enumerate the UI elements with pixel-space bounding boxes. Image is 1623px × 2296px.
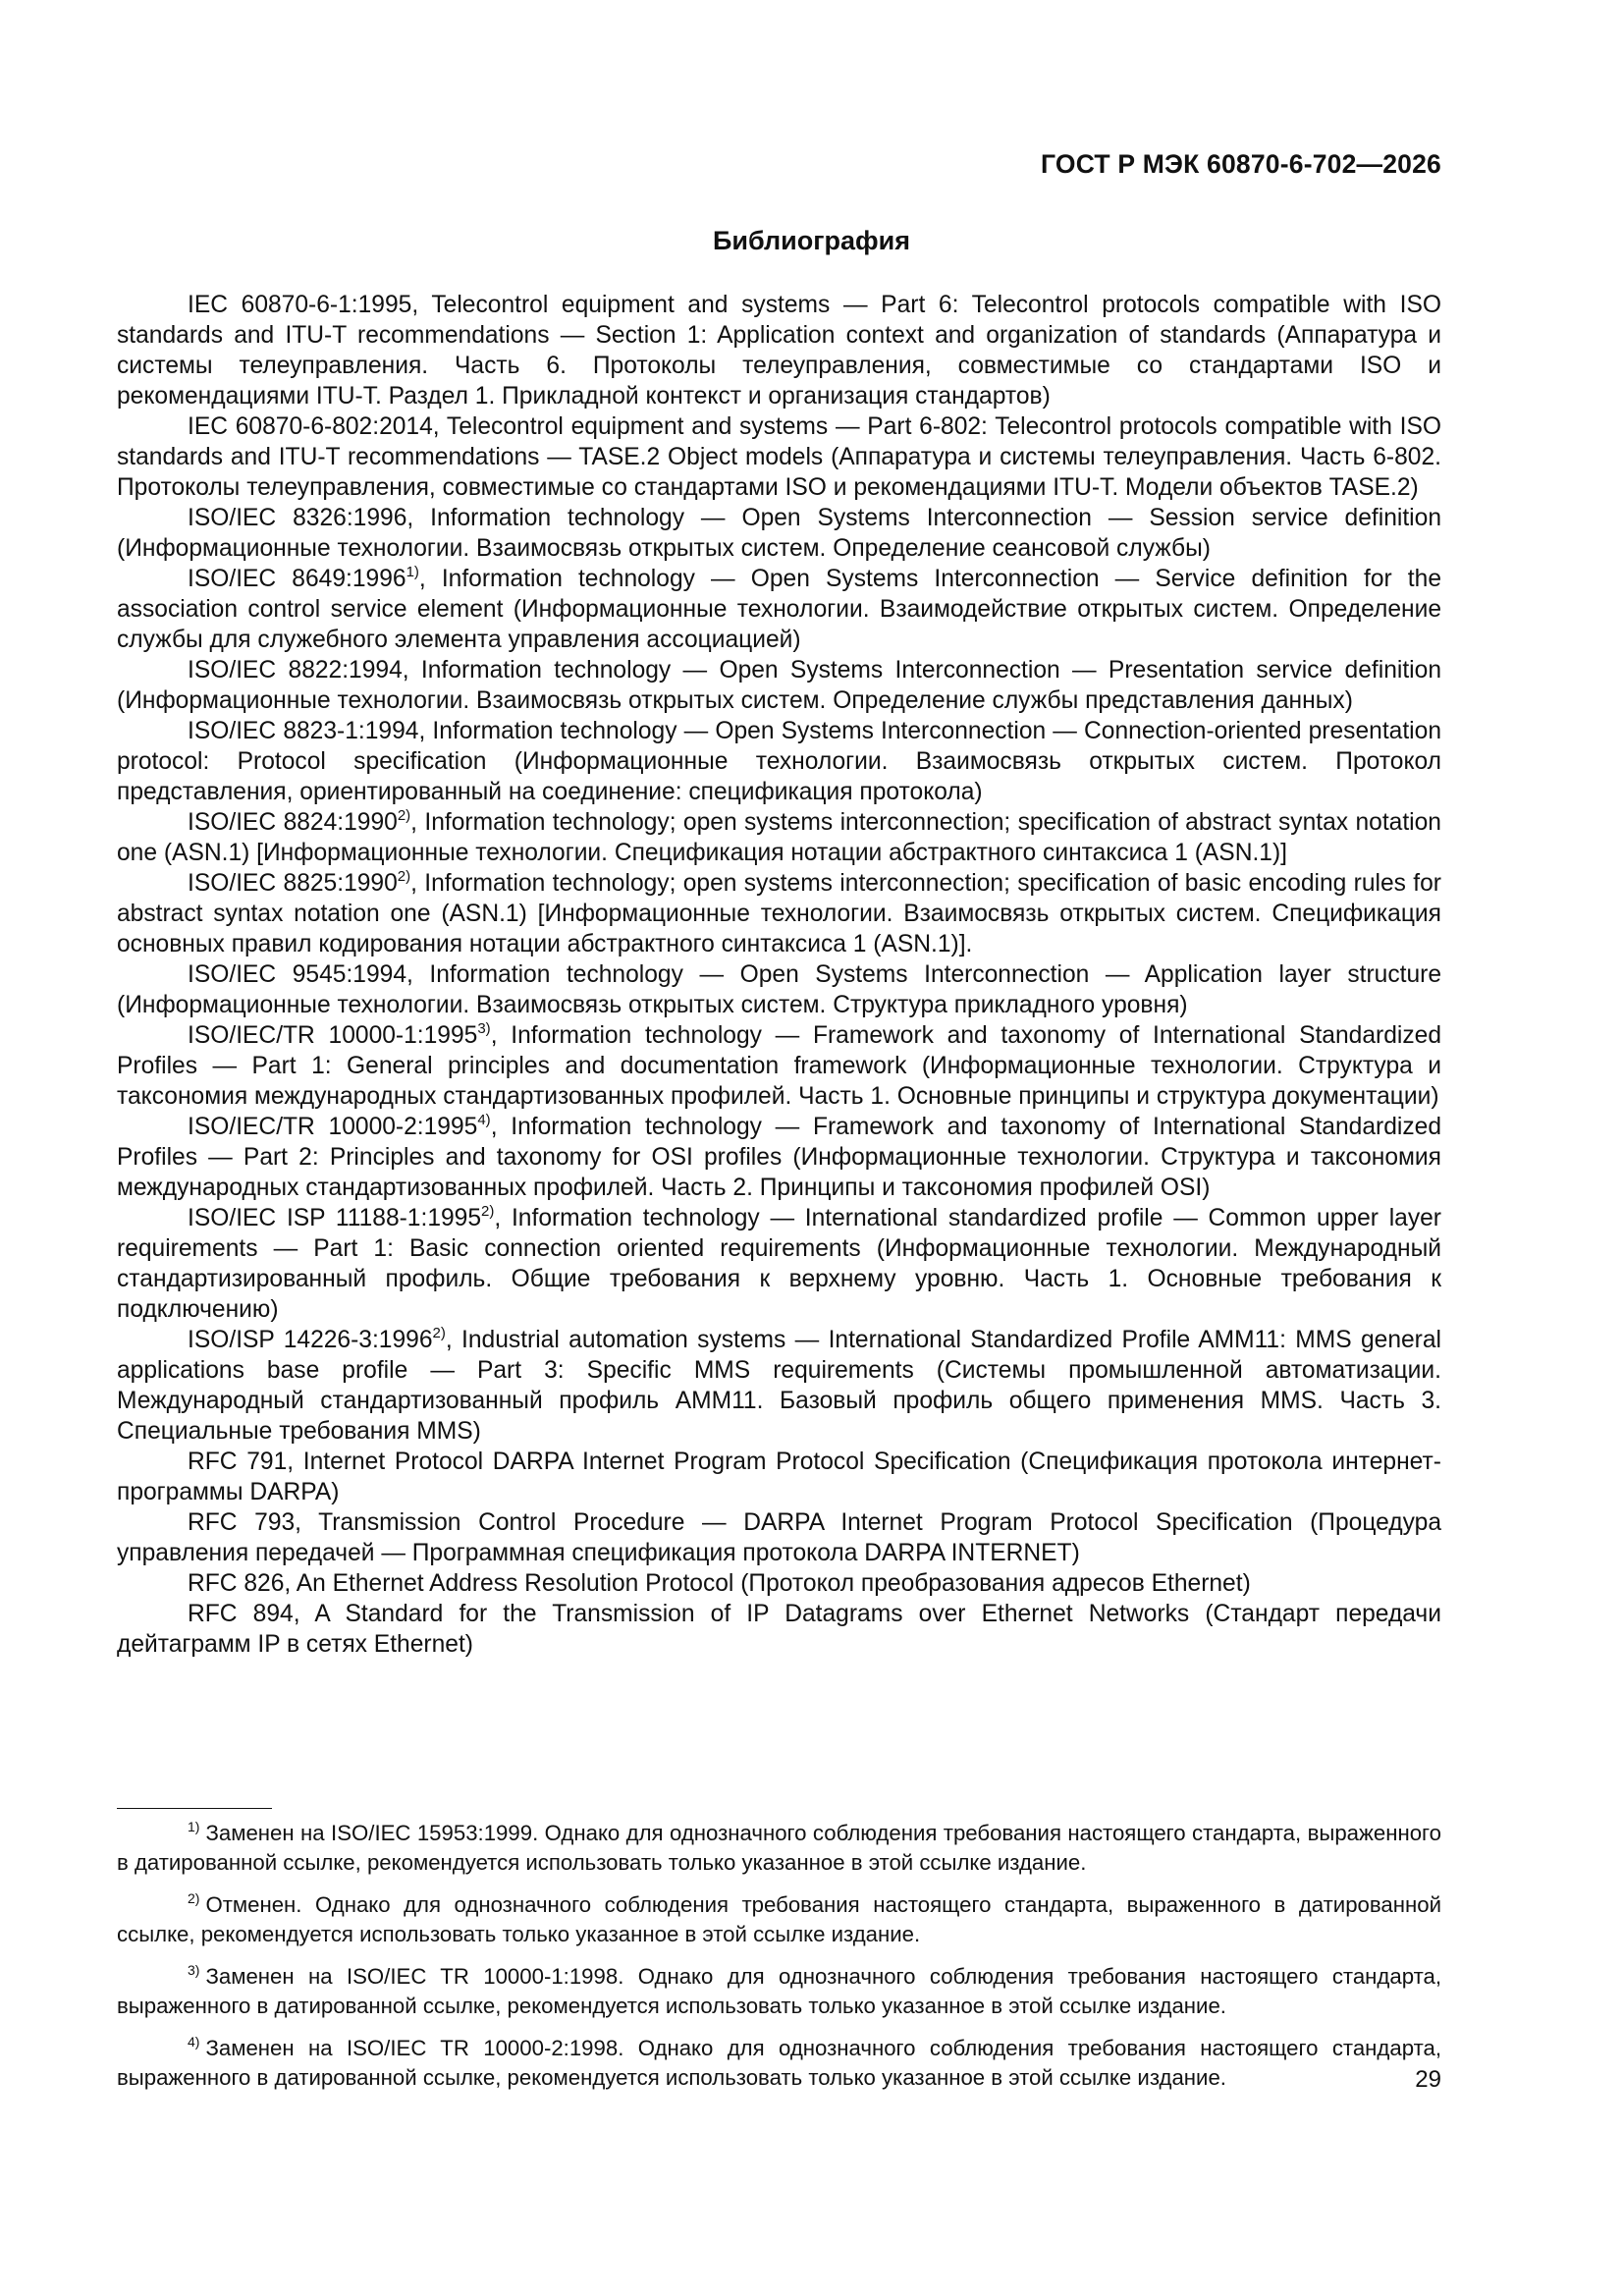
- entry-text: RFC 894, A Standard for the Transmission of IP Datagrams over Ethernet Networks (Стандарт передачи дейтаграмм IP в сетях Ethernet): [117, 1601, 1441, 1658]
- bibliography-entry: [117, 655, 1441, 716]
- footnote-marker: 2): [397, 807, 411, 824]
- footnote-mark: 1): [188, 1819, 200, 1834]
- entry-ref: ISO/IEC/TR 10000-1:1995: [188, 1022, 478, 1049]
- footnote-divider: [117, 1808, 272, 1809]
- footnote: [117, 2034, 1441, 2093]
- bibliography-entry: [117, 411, 1441, 503]
- entry-text: , Information technology — Open Systems Interconnection — Service definition for the association control service element (Информационные технологии. Взаимодействие открытых систем. Определение службы для служебного элемента управления ассоциацией): [117, 566, 1441, 653]
- entry-ref: ISO/IEC 8649:1996: [188, 566, 406, 592]
- bibliography-entry: [117, 1599, 1441, 1660]
- bibliography-entry: [117, 1507, 1441, 1568]
- footnote-marker: 4): [477, 1112, 491, 1128]
- footnote-text: Заменен на ISO/IEC TR 10000-2:1998. Однако для однозначного соблюдения требования настоящего стандарта, выраженного в датированной ссылке, рекомендуется использовать только указанное в этой ссылке издание.: [117, 2036, 1441, 2090]
- entry-text: ISO/IEC 8823-1:1994, Information technology — Open Systems Interconnection — Connection-oriented presentation protocol: Protocol specification (Информационные технологии. Взаимосвязь открытых систем. Протокол представления, ориентированный на соединение: спецификация протокола): [117, 718, 1441, 805]
- entry-ref: ISO/ISP 14226-3:1996: [188, 1327, 433, 1353]
- footnote: [117, 1819, 1441, 1878]
- entry-text: , Information technology — Framework and taxonomy of International Standardized Profiles — Part 1: General principles and documentation framework (Информационные технологии. Структура и таксономия международных стандартизованных профилей. Часть 1. Основные принципы и структура документации): [117, 1022, 1442, 1110]
- footnote: [117, 1890, 1441, 1949]
- bibliography-entry: [117, 1325, 1441, 1447]
- document-designation: ГОСТ Р МЭК 60870-6-702—2026: [1041, 149, 1441, 179]
- footnote-mark: 4): [188, 2034, 200, 2050]
- entry-ref: ISO/IEC/TR 10000-2:1995: [188, 1114, 478, 1140]
- entry-text: , Information technology — International standardized profile — Common upper layer requirements — Part 1: Basic connection oriented requirements (Информационные технологии. Международный стандартизированный профиль. Общие требования к верхнему уровню. Часть 1. Основные требования к подключению): [117, 1205, 1442, 1323]
- entry-ref: ISO/IEC 8824:1990: [188, 809, 398, 836]
- entry-text: , Information technology; open systems interconnection; specification of basic encoding rules for abstract syntax notation one (ASN.1) [Информационные технологии. Взаимосвязь открытых систем. Спецификация основных правил кодирования нотации абстрактного синтаксиса 1 (ASN.1)].: [117, 870, 1441, 957]
- footnote-mark: 3): [188, 1962, 200, 1978]
- bibliography-entry: [117, 503, 1441, 564]
- bibliography-entry: [117, 868, 1441, 959]
- entry-text: ISO/IEC 8326:1996, Information technology — Open Systems Interconnection — Session service definition (Информационные технологии. Взаимосвязь открытых систем. Определение сеансовой службы): [117, 505, 1441, 562]
- entry-ref: ISO/IEC ISP 11188-1:1995: [188, 1205, 482, 1231]
- bibliography-entry: [117, 1568, 1441, 1599]
- bibliography-entry: [117, 1203, 1441, 1325]
- bibliography-list: [117, 290, 1441, 1660]
- entry-text: RFC 826, An Ethernet Address Resolution Protocol (Протокол преобразования адресов Ethernet): [188, 1570, 1251, 1597]
- footnote-marker: 2): [432, 1325, 446, 1341]
- footnote-marker: 2): [481, 1203, 495, 1220]
- footnote-marker: 2): [397, 868, 411, 885]
- entry-text: RFC 793, Transmission Control Procedure — DARPA Internet Program Protocol Specification (Процедура управления передачей — Программная спецификация протокола DARPA INTERNET): [117, 1509, 1441, 1566]
- footnote-text: Заменен на ISO/IEC 15953:1999. Однако для однозначного соблюдения требования настоящего стандарта, выраженного в датированной ссылке, рекомендуется использовать только указанное в этой ссылке издание.: [117, 1821, 1441, 1875]
- entry-text: IEC 60870-6-1:1995, Telecontrol equipment and systems — Part 6: Telecontrol protocols compatible with ISO standards and ITU-T recommendations — Section 1: Application context and organization of standards (Аппаратура и системы телеуправления. Часть 6. Протоколы телеуправления, совместимые со стандартами ISO и рекомендациями ITU-T. Раздел 1. Прикладной контекст и организация стандартов): [117, 292, 1441, 410]
- footnote-text: Отменен. Однако для однозначного соблюдения требования настоящего стандарта, выраженного в датированной ссылке, рекомендуется использовать только указанное в этой ссылке издание.: [117, 1892, 1441, 1946]
- bibliography-entry: [117, 290, 1441, 411]
- entry-text: IEC 60870-6-802:2014, Telecontrol equipment and systems — Part 6-802: Telecontrol protocols compatible with ISO standards and ITU-T recommendations — TASE.2 Object models (Аппаратура и системы телеуправления. Часть 6-802. Протоколы телеуправления, совместимые со стандартами ISO и рекомендациями ITU-T. Модели объектов TASE.2): [117, 413, 1441, 501]
- footnote-marker: 3): [477, 1020, 491, 1037]
- footnotes: [117, 1819, 1441, 2105]
- bibliography-entry: [117, 1112, 1441, 1203]
- bibliography-entry: [117, 807, 1441, 868]
- bibliography-entry: [117, 716, 1441, 807]
- entry-ref: ISO/IEC 8825:1990: [188, 870, 398, 897]
- bibliography-entry: [117, 959, 1441, 1020]
- page-title: Библиография: [713, 226, 910, 255]
- footnote-mark: 2): [188, 1890, 200, 1906]
- entry-text: ISO/IEC 8822:1994, Information technology — Open Systems Interconnection — Presentation service definition (Информационные технологии. Взаимосвязь открытых систем. Определение службы представления данных): [117, 657, 1441, 714]
- bibliography-entry: [117, 564, 1441, 655]
- page-number: 29: [1415, 2066, 1441, 2093]
- bibliography-entry: [117, 1447, 1441, 1507]
- entry-text: , Information technology — Framework and taxonomy of International Standardized Profiles — Part 2: Principles and taxonomy for OSI profiles (Информационные технологии. Структура и таксономия международных стандартизованных профилей. Часть 2. Принципы и таксономия профилей OSI): [117, 1114, 1442, 1201]
- footnote: [117, 1962, 1441, 2021]
- footnote-marker: 1): [406, 564, 419, 580]
- entry-text: ISO/IEC 9545:1994, Information technology — Open Systems Interconnection — Application layer structure (Информационные технологии. Взаимосвязь открытых систем. Структура прикладного уровня): [117, 961, 1441, 1018]
- entry-text: , Industrial automation systems — International Standardized Profile AMM11: MMS general applications base profile — Part 3: Specific MMS requirements (Системы промышленной автоматизации. Международный стандартизованный профиль AMM11. Базовый профиль общего применения MMS. Часть 3. Специальные требования MMS): [117, 1327, 1442, 1445]
- entry-text: RFC 791, Internet Protocol DARPA Internet Program Protocol Specification (Спецификация протокола интернет-программы DARPA): [117, 1449, 1441, 1505]
- footnote-text: Заменен на ISO/IEC TR 10000-1:1998. Однако для однозначного соблюдения требования настоящего стандарта, выраженного в датированной ссылке, рекомендуется использовать только указанное в этой ссылке издание.: [117, 1964, 1441, 2018]
- entry-text: , Information technology; open systems interconnection; specification of abstract syntax notation one (ASN.1) [Информационные технологии. Спецификация нотации абстрактного синтаксиса 1 (ASN.1)]: [117, 809, 1441, 866]
- bibliography-entry: [117, 1020, 1441, 1112]
